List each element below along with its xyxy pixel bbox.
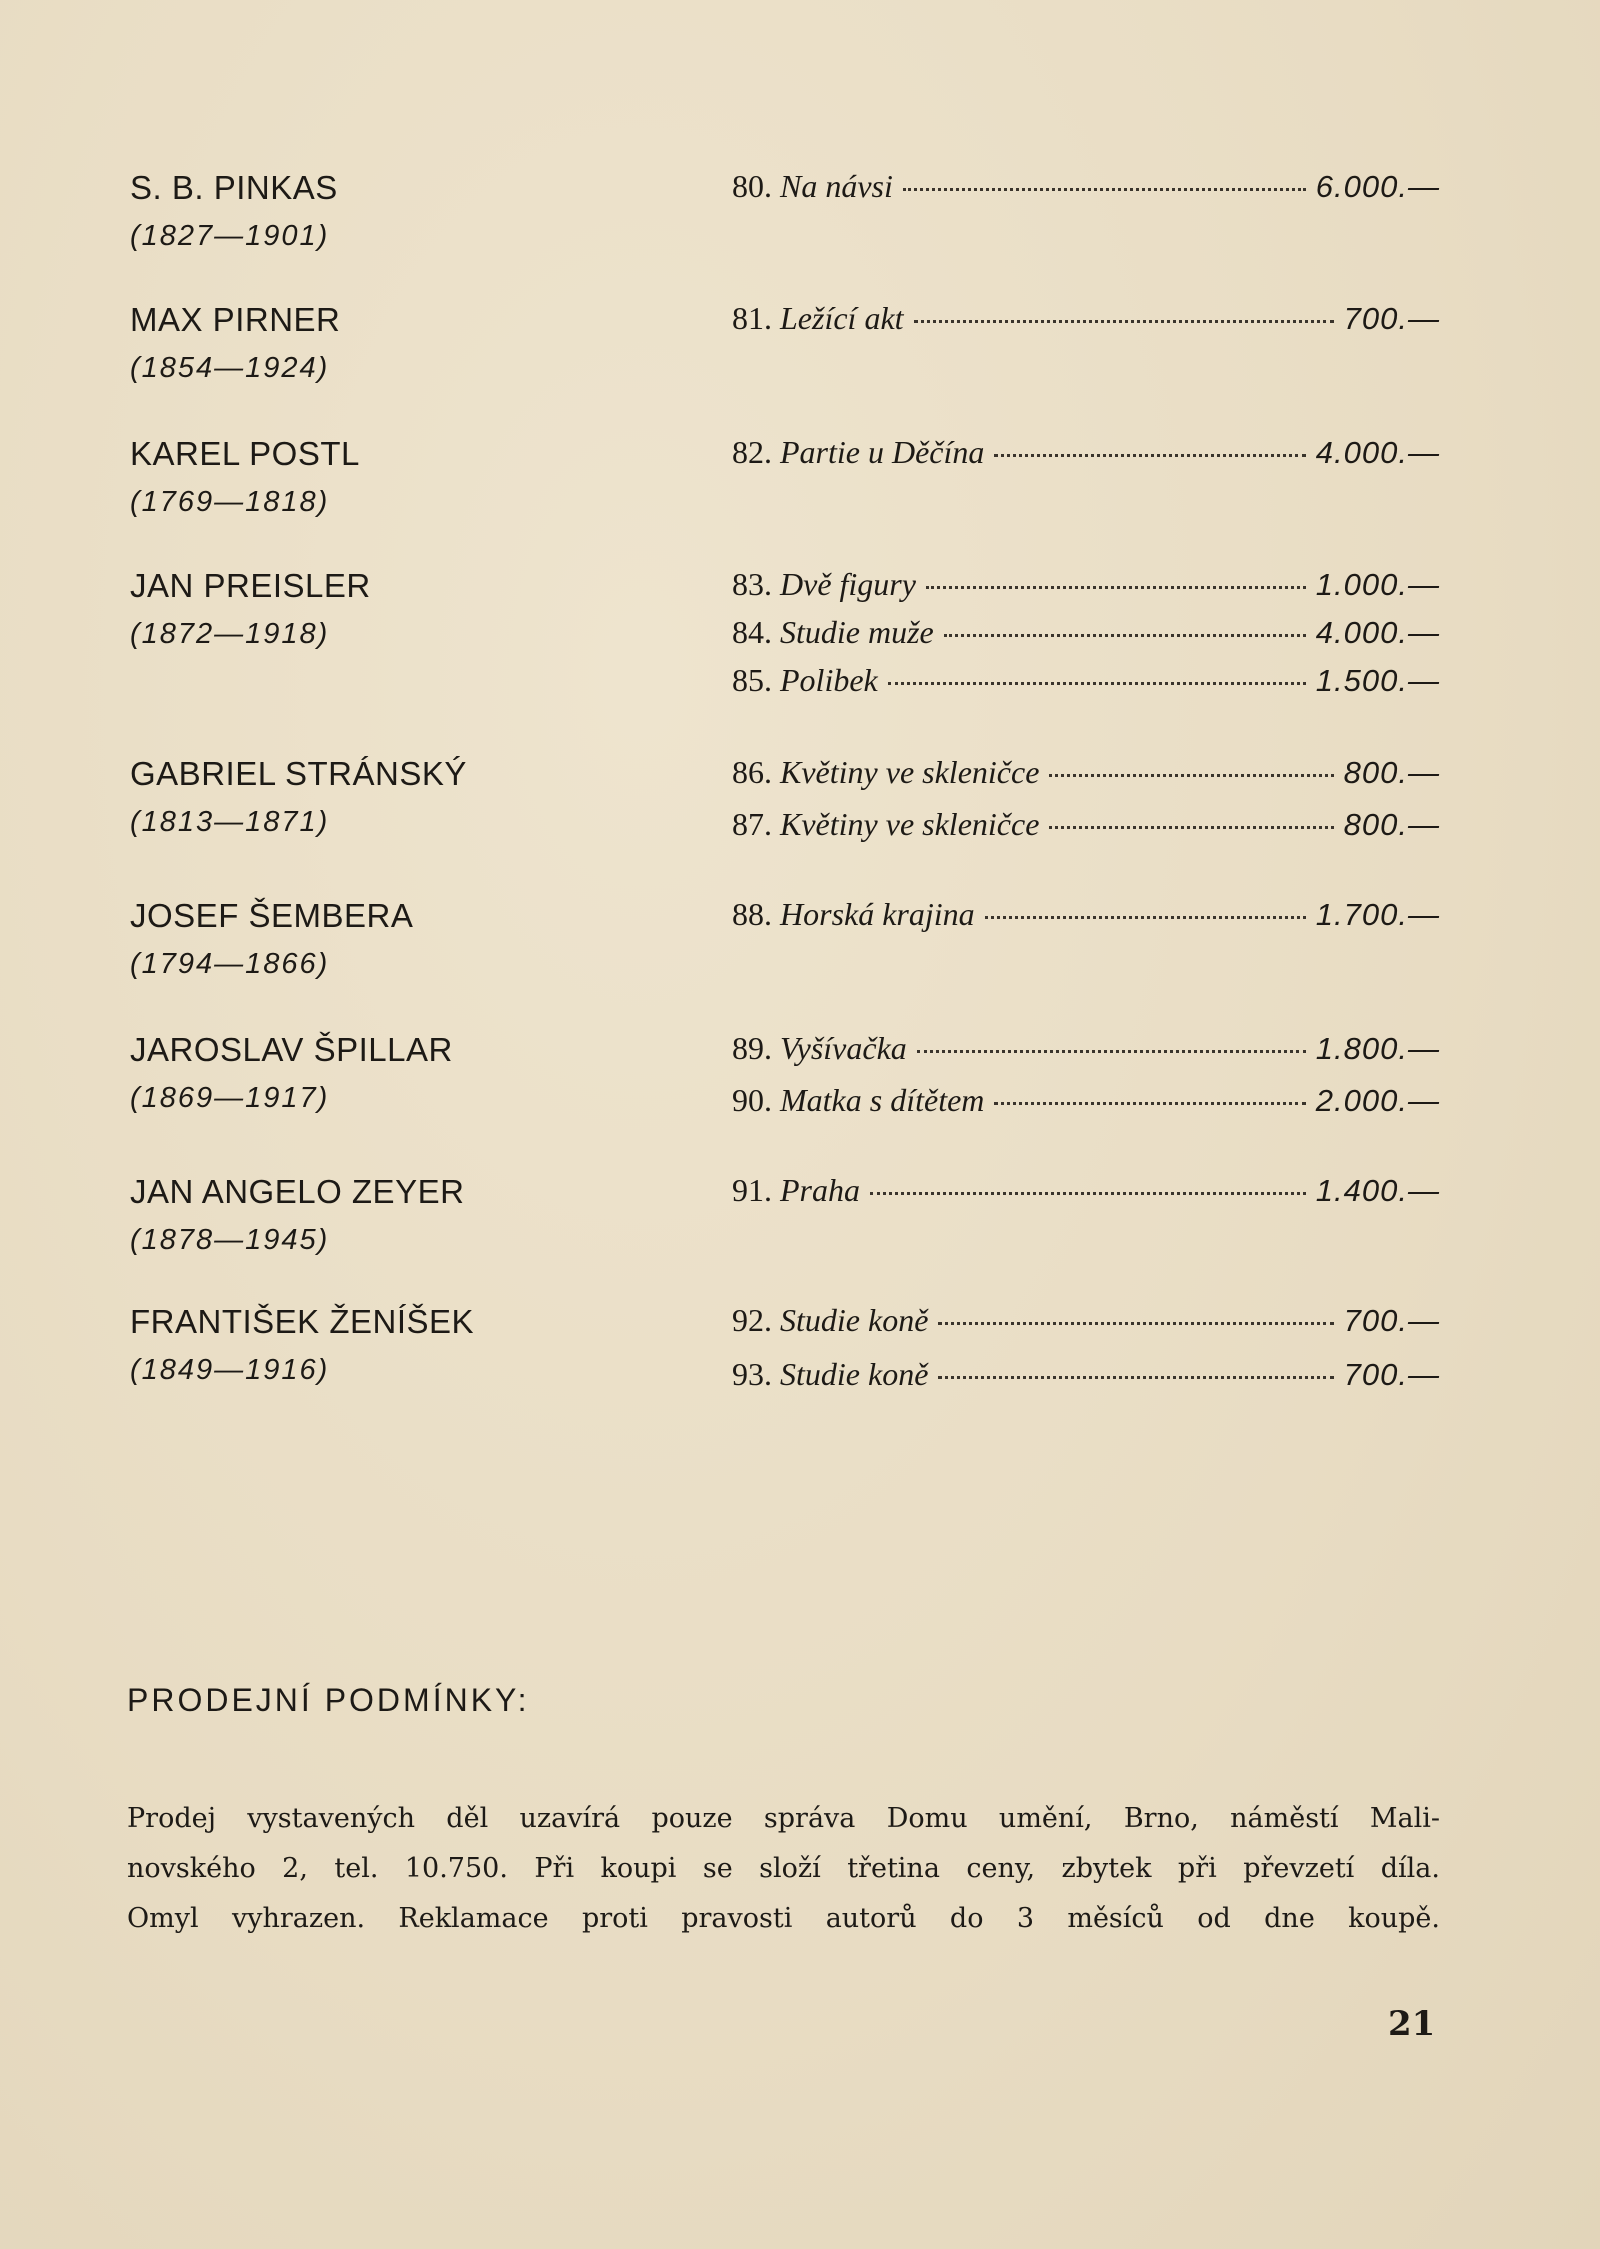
sales-terms-text xyxy=(127,1794,1440,1944)
work-title: Praha xyxy=(780,1172,860,1208)
work-row xyxy=(732,434,1440,474)
work-title: Matka s dítětem xyxy=(780,1082,985,1118)
work-number: 81. xyxy=(732,300,772,336)
work-title: Studie muže xyxy=(780,614,934,650)
work-price: 1.500.— xyxy=(1315,663,1440,698)
work-price: 700.— xyxy=(1343,1303,1440,1338)
work-row xyxy=(732,614,1440,654)
artist-years: (1769—1818) xyxy=(130,486,330,518)
artist-years: (1872—1918) xyxy=(130,618,330,650)
work-number: 88. xyxy=(732,896,772,932)
dot-leader xyxy=(917,1050,1306,1053)
dot-leader xyxy=(985,916,1306,919)
artist-entry xyxy=(130,1172,690,1260)
work-row xyxy=(732,1030,1440,1070)
work-number: 80. xyxy=(732,168,772,204)
work-number: 82. xyxy=(732,434,772,470)
artist-entry xyxy=(130,1030,690,1118)
work-price: 2.000.— xyxy=(1315,1083,1440,1118)
work-title: Studie koně xyxy=(780,1302,929,1338)
work-price: 4.000.— xyxy=(1315,615,1440,650)
work-title: Partie u Děčína xyxy=(780,434,985,470)
artist-years: (1794—1866) xyxy=(130,948,330,980)
work-number: 85. xyxy=(732,662,772,698)
artist-name: S. B. PINKAS xyxy=(130,169,338,206)
work-row xyxy=(732,1302,1440,1342)
work-price: 1.000.— xyxy=(1315,567,1440,602)
work-row xyxy=(732,1356,1440,1396)
dot-leader xyxy=(870,1192,1306,1195)
dot-leader xyxy=(994,454,1305,457)
work-price: 800.— xyxy=(1343,807,1440,842)
work-row xyxy=(732,662,1440,702)
artist-entry xyxy=(130,300,690,388)
artist-years: (1827—1901) xyxy=(130,220,330,252)
work-row xyxy=(732,1172,1440,1212)
work-row xyxy=(732,754,1440,794)
artist-years: (1878—1945) xyxy=(130,1224,330,1256)
sales-terms-line: Prodej vystavených děl uzavírá pouze správa Domu umění, Brno, náměstí Mali- xyxy=(127,1803,1440,1834)
work-title: Na návsi xyxy=(780,168,893,204)
dot-leader xyxy=(1049,774,1333,777)
work-price: 1.700.— xyxy=(1315,897,1440,932)
dot-leader xyxy=(903,188,1306,191)
work-number: 83. xyxy=(732,566,772,602)
artist-name: JOSEF ŠEMBERA xyxy=(130,897,414,934)
work-number: 87. xyxy=(732,806,772,842)
work-row xyxy=(732,806,1440,846)
work-row xyxy=(732,1082,1440,1122)
artist-entry xyxy=(130,754,690,842)
work-price: 700.— xyxy=(1343,1357,1440,1392)
artist-entry xyxy=(130,896,690,984)
artist-entry xyxy=(130,434,690,522)
artist-name: KAREL POSTL xyxy=(130,435,360,472)
dot-leader xyxy=(944,634,1306,637)
work-title: Studie koně xyxy=(780,1356,929,1392)
work-title: Vyšívačka xyxy=(780,1030,907,1066)
work-title: Květiny ve skleničce xyxy=(780,806,1040,842)
work-price: 800.— xyxy=(1343,755,1440,790)
work-price: 1.800.— xyxy=(1315,1031,1440,1066)
work-price: 4.000.— xyxy=(1315,435,1440,470)
artist-name: GABRIEL STRÁNSKÝ xyxy=(130,755,467,792)
work-row xyxy=(732,566,1440,606)
dot-leader xyxy=(994,1102,1305,1105)
artist-entry xyxy=(130,566,690,654)
sales-terms-line: novského 2, tel. 10.750. Při koupi se složí třetina ceny, zbytek při převzetí díla. xyxy=(127,1853,1440,1884)
artist-years: (1849—1916) xyxy=(130,1354,330,1386)
dot-leader xyxy=(914,320,1334,323)
work-number: 92. xyxy=(732,1302,772,1338)
work-row xyxy=(732,300,1440,340)
artist-entry xyxy=(130,1302,690,1390)
artist-name: JAN PREISLER xyxy=(130,567,371,604)
work-price: 700.— xyxy=(1343,301,1440,336)
work-title: Horská krajina xyxy=(780,896,975,932)
work-title: Dvě figury xyxy=(780,566,916,602)
work-number: 84. xyxy=(732,614,772,650)
artist-years: (1854—1924) xyxy=(130,352,330,384)
work-number: 91. xyxy=(732,1172,772,1208)
dot-leader xyxy=(938,1376,1333,1379)
dot-leader xyxy=(938,1322,1333,1325)
work-title: Ležící akt xyxy=(780,300,904,336)
work-price: 6.000.— xyxy=(1315,169,1440,204)
work-number: 89. xyxy=(732,1030,772,1066)
work-number: 86. xyxy=(732,754,772,790)
work-price: 1.400.— xyxy=(1315,1173,1440,1208)
dot-leader xyxy=(888,682,1306,685)
artist-name: JAN ANGELO ZEYER xyxy=(130,1173,465,1210)
artist-entry xyxy=(130,168,690,256)
artist-years: (1813—1871) xyxy=(130,806,330,838)
work-row xyxy=(732,896,1440,936)
work-row xyxy=(732,168,1440,208)
sales-terms-line: Omyl vyhrazen. Reklamace proti pravosti autorů do 3 měsíců od dne koupě. xyxy=(127,1903,1440,1934)
work-number: 93. xyxy=(732,1356,772,1392)
artist-name: FRANTIŠEK ŽENÍŠEK xyxy=(130,1303,475,1340)
dot-leader xyxy=(926,586,1306,589)
sales-terms-heading: PRODEJNÍ PODMÍNKY: xyxy=(127,1682,530,1718)
artist-name: JAROSLAV ŠPILLAR xyxy=(130,1031,453,1068)
page-number: 21 xyxy=(1388,2004,1436,2044)
dot-leader xyxy=(1049,826,1333,829)
artist-name: MAX PIRNER xyxy=(130,301,341,338)
work-title: Polibek xyxy=(780,662,878,698)
artist-years: (1869—1917) xyxy=(130,1082,330,1114)
work-number: 90. xyxy=(732,1082,772,1118)
work-title: Květiny ve skleničce xyxy=(780,754,1040,790)
